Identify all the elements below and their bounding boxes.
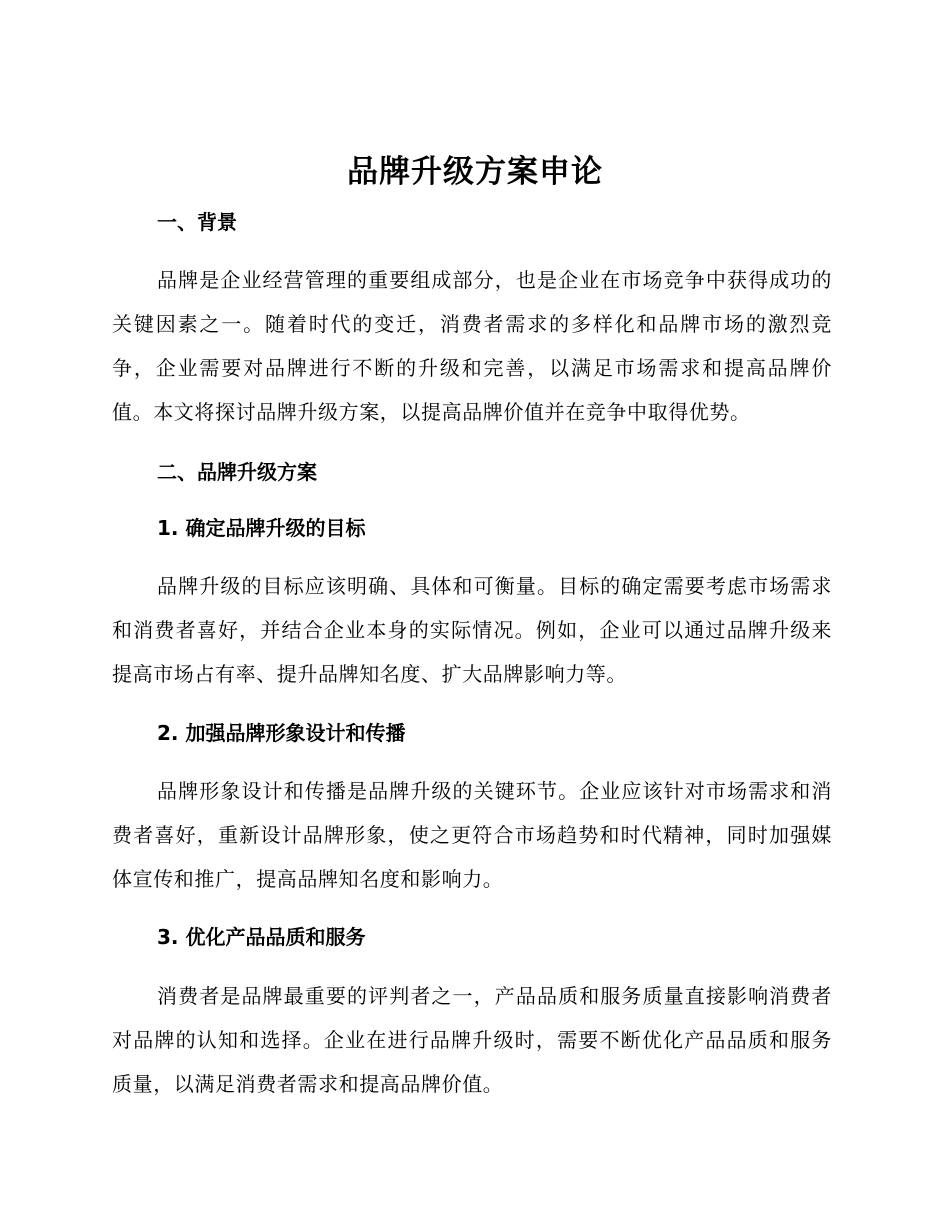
paragraph-image-design: 品牌形象设计和传播是品牌升级的关键环节。企业应该针对市场需求和消费者喜好，重新设计品牌形象，使之更符合市场趋势和时代精神，同时加强媒体宣传和推广，提高品牌知名度和影响力。 bbox=[112, 779, 832, 891]
subheading-image-design: 2. 加强品牌形象设计和传播 bbox=[157, 721, 406, 745]
subheading-quality-service: 3. 优化产品品质和服务 bbox=[157, 925, 366, 949]
section-heading-background: 一、背景 bbox=[157, 210, 237, 234]
section-heading-plan: 二、品牌升级方案 bbox=[157, 460, 317, 484]
paragraph-background: 品牌是企业经营管理的重要组成部分，也是企业在市场竞争中获得成功的关键因素之一。随着时代的变迁，消费者需求的多样化和品牌市场的激烈竞争，企业需要对品牌进行不断的升级和完善，以满足市场需求和提高品牌价值。本文将探讨品牌升级方案，以提高品牌价值并在竞争中取得优势。 bbox=[112, 268, 832, 424]
paragraph-quality-service: 消费者是品牌最重要的评判者之一，产品品质和服务质量直接影响消费者对品牌的认知和选择。企业在进行品牌升级时，需要不断优化产品品质和服务质量，以满足消费者需求和提高品牌价值。 bbox=[112, 984, 832, 1096]
paragraph-goals: 品牌升级的目标应该明确、具体和可衡量。目标的确定需要考虑市场需求和消费者喜好，并结合企业本身的实际情况。例如，企业可以通过品牌升级来提高市场占有率、提升品牌知名度、扩大品牌影响力等。 bbox=[112, 574, 832, 686]
subheading-goals: 1. 确定品牌升级的目标 bbox=[157, 516, 366, 540]
document-title: 品牌升级方案申论 bbox=[347, 154, 603, 190]
